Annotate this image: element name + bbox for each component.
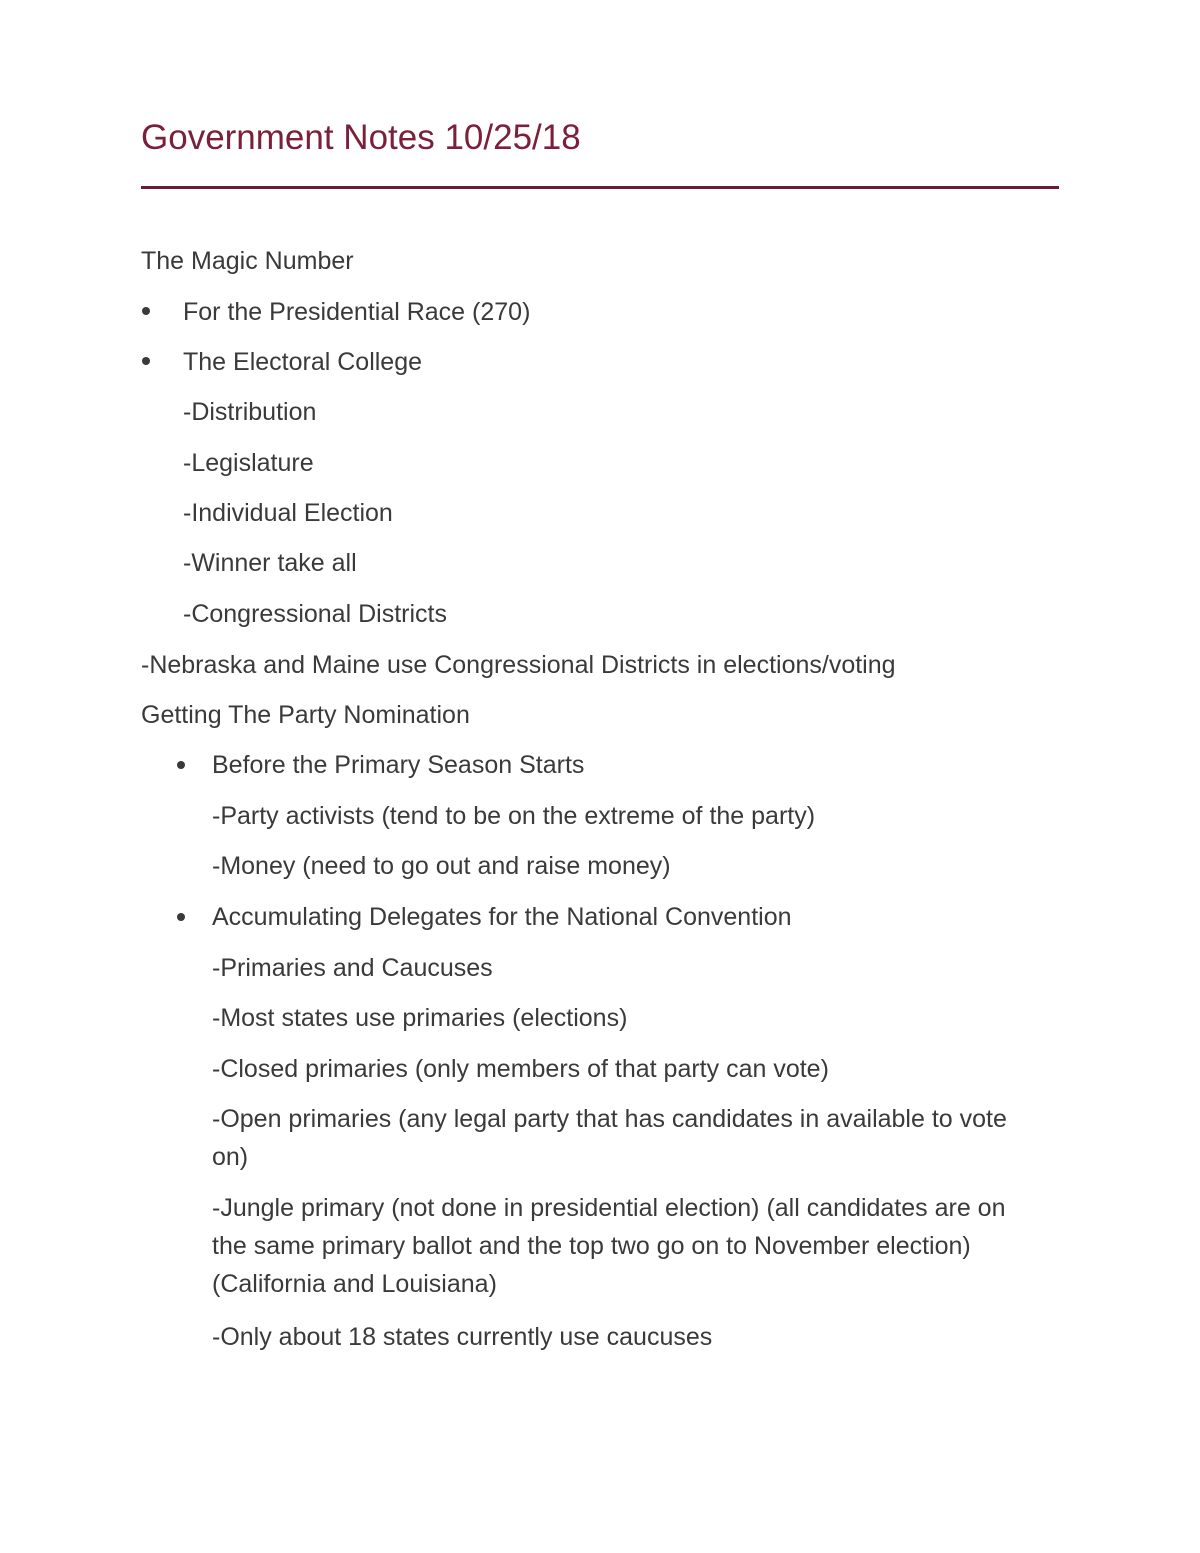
bullet-icon (142, 307, 150, 315)
bullet-icon (177, 913, 185, 921)
sub-item: -Congressional Districts (183, 600, 447, 628)
paragraph: -Nebraska and Maine use Congressional Districts in elections/voting (141, 651, 896, 679)
list-item: For the Presidential Race (270) (183, 298, 531, 326)
sub-item: -Jungle primary (not done in presidential election) (all candidates are on the same primary ballot and the top two go on to November election) (California and Louisiana) (212, 1194, 1006, 1298)
sub-item: -Closed primaries (only members of that party can vote) (212, 1055, 829, 1083)
list-item: Accumulating Delegates for the National Convention (212, 903, 792, 931)
sub-item: -Individual Election (183, 499, 393, 527)
sub-item: -Open primaries (any legal party that has candidates in available to vote on) (212, 1105, 1007, 1171)
bullet-icon (142, 357, 150, 365)
section-heading: Getting The Party Nomination (141, 701, 470, 729)
sub-item: -Primaries and Caucuses (212, 954, 493, 982)
sub-item: -Only about 18 states currently use caucuses (212, 1323, 713, 1351)
list-item: Before the Primary Season Starts (212, 751, 585, 779)
bullet-icon (177, 761, 185, 769)
title-divider (141, 186, 1059, 189)
sub-item: -Winner take all (183, 549, 357, 577)
sub-item: -Distribution (183, 398, 317, 426)
sub-item: -Legislature (183, 449, 314, 477)
section-heading: The Magic Number (141, 247, 354, 275)
sub-item: -Most states use primaries (elections) (212, 1004, 628, 1032)
document-title: Government Notes 10/25/18 (141, 118, 581, 157)
list-item: The Electoral College (183, 348, 423, 376)
sub-item: -Money (need to go out and raise money) (212, 852, 671, 880)
sub-item: -Party activists (tend to be on the extreme of the party) (212, 802, 816, 830)
